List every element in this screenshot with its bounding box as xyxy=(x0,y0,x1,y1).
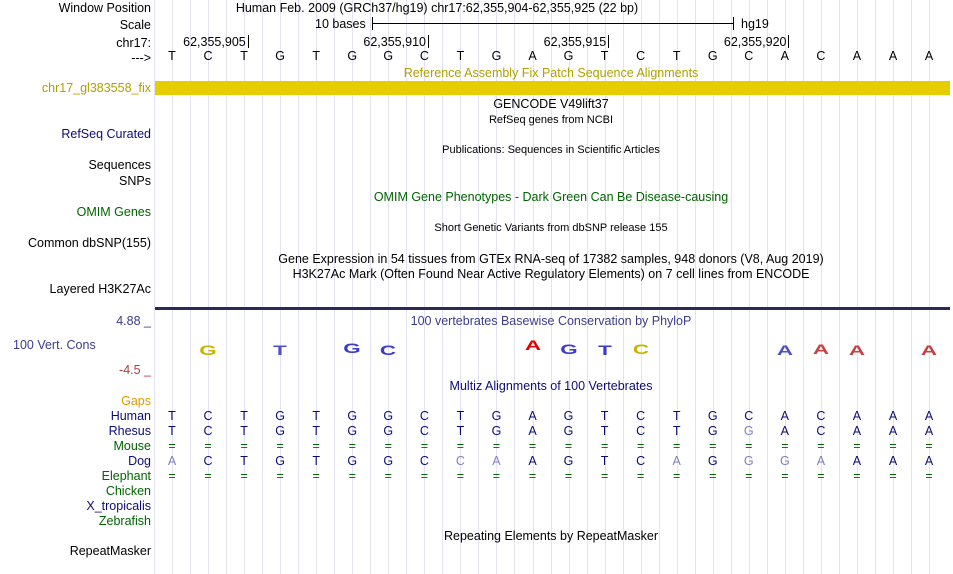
human-base: G xyxy=(275,409,285,423)
elephant-base: = xyxy=(636,469,645,483)
rhesus-base: G xyxy=(743,424,754,438)
reference-base: T xyxy=(312,49,320,63)
mouse-base: = xyxy=(384,439,392,453)
conservation-logo-letter: G xyxy=(343,340,361,356)
rhesus-base: T xyxy=(672,424,681,438)
track-label-x-tropicalis[interactable]: X_tropicalis xyxy=(86,499,151,513)
mouse-base: = xyxy=(420,439,428,453)
coordinate-label: 62,355,920 xyxy=(723,35,787,49)
dog-base: A xyxy=(672,454,681,468)
track-label-4-88[interactable]: 4.88 _ xyxy=(116,314,151,328)
mouse-base: = xyxy=(636,439,645,453)
human-base: C xyxy=(203,409,213,423)
multiz-track-title[interactable]: Multiz Alignments of 100 Vertebrates xyxy=(449,379,653,393)
track-label-omim-genes[interactable]: OMIM Genes xyxy=(76,205,151,219)
human-base: T xyxy=(312,409,320,423)
omim-track-title[interactable]: OMIM Gene Phenotypes - Dark Green Can Be Disease-causing xyxy=(373,190,729,204)
mouse-base: = xyxy=(168,439,176,453)
coordinate-label: 62,355,915 xyxy=(543,35,607,49)
track-label-rhesus[interactable]: Rhesus xyxy=(108,424,151,438)
gencode-track-title[interactable]: GENCODE V49lift37 xyxy=(493,97,609,111)
rhesus-base: C xyxy=(636,424,646,438)
reference-base: C xyxy=(744,49,754,63)
scale-bar-right-tick xyxy=(733,17,734,30)
mouse-base: = xyxy=(456,439,465,453)
dog-base: A xyxy=(816,454,826,468)
human-base: T xyxy=(240,409,248,423)
dog-base: G xyxy=(707,454,718,468)
conservation-logo-letter: T xyxy=(597,341,612,358)
human-base: T xyxy=(456,409,465,423)
human-base: T xyxy=(672,409,681,423)
rhesus-base: T xyxy=(240,424,248,438)
elephant-base: = xyxy=(889,469,897,483)
dog-base: G xyxy=(743,454,754,468)
human-base: G xyxy=(563,409,574,423)
elephant-base: = xyxy=(528,469,537,483)
human-base: A xyxy=(924,409,934,423)
conservation-logo-letter: A xyxy=(524,336,541,353)
publications-track-title[interactable]: Publications: Sequences in Scientific Articles xyxy=(442,144,660,156)
reference-base: A xyxy=(852,49,862,63)
coordinate-label: 62,355,905 xyxy=(183,35,246,49)
mouse-base: = xyxy=(276,439,284,453)
elephant-base: = xyxy=(673,469,681,483)
refseq-track-title[interactable]: RefSeq genes from NCBI xyxy=(488,114,614,126)
track-label-[interactable]: ---> xyxy=(131,51,151,65)
fix-patch-alignment-bar[interactable] xyxy=(155,81,950,95)
rhesus-base: A xyxy=(924,424,934,438)
mouse-base: = xyxy=(312,439,320,453)
dog-base: A xyxy=(924,454,934,468)
elephant-base: = xyxy=(348,469,356,483)
rhesus-base: A xyxy=(528,424,537,438)
mouse-base: = xyxy=(781,439,789,453)
human-base: G xyxy=(491,409,502,423)
human-base: G xyxy=(347,409,358,423)
human-base: A xyxy=(852,409,862,423)
conservation-logo-letter: A xyxy=(812,340,829,357)
reference-base: T xyxy=(672,49,681,63)
elephant-base: = xyxy=(781,469,789,483)
elephant-base: = xyxy=(168,469,176,483)
rhesus-base: T xyxy=(600,424,609,438)
reference-base: G xyxy=(347,49,358,63)
dog-base: C xyxy=(203,454,213,468)
track-label-mouse[interactable]: Mouse xyxy=(113,439,151,453)
elephant-base: = xyxy=(853,469,861,483)
reference-base: C xyxy=(636,49,646,63)
conservation-logo-letter: G xyxy=(199,341,217,358)
human-base: T xyxy=(600,409,609,423)
elephant-base: = xyxy=(564,469,573,483)
reference-base: G xyxy=(491,49,502,63)
reference-base: C xyxy=(419,49,429,63)
mouse-base: = xyxy=(817,439,825,453)
scale-bar xyxy=(372,23,734,24)
elephant-base: = xyxy=(276,469,284,483)
rhesus-base: C xyxy=(419,424,429,438)
rhesus-base: C xyxy=(816,424,826,438)
dog-base: A xyxy=(852,454,862,468)
mouse-base: = xyxy=(745,439,753,453)
track-label-4-5[interactable]: -4.5 _ xyxy=(119,363,151,377)
dog-base: A xyxy=(888,454,898,468)
rhesus-base: G xyxy=(383,424,394,438)
rhesus-base: G xyxy=(707,424,718,438)
scale-bar-left-tick xyxy=(372,17,373,30)
dog-base: G xyxy=(347,454,358,468)
track-label-human[interactable]: Human xyxy=(110,409,151,423)
elephant-base: = xyxy=(600,469,609,483)
track-label-chicken[interactable]: Chicken xyxy=(105,484,151,498)
track-label-refseq-curated[interactable]: RefSeq Curated xyxy=(61,127,151,141)
dog-base: G xyxy=(383,454,394,468)
track-label-repeatmasker[interactable]: RepeatMasker xyxy=(69,544,151,558)
scale-label: 10 bases xyxy=(315,17,366,31)
coordinate-label: 62,355,910 xyxy=(363,35,426,49)
human-base: A xyxy=(888,409,898,423)
elephant-base: = xyxy=(709,469,717,483)
elephant-base: = xyxy=(204,469,212,483)
elephant-base: = xyxy=(925,469,933,483)
mouse-base: = xyxy=(240,439,248,453)
elephant-base: = xyxy=(240,469,248,483)
coordinate-tick xyxy=(608,35,609,48)
mouse-base: = xyxy=(600,439,609,453)
dog-base: C xyxy=(419,454,429,468)
dog-base: T xyxy=(600,454,609,468)
elephant-base: = xyxy=(384,469,392,483)
elephant-base: = xyxy=(492,469,501,483)
reference-base: G xyxy=(563,49,574,63)
dog-base: A xyxy=(167,454,177,468)
dog-base: A xyxy=(492,454,501,468)
rhesus-base: G xyxy=(491,424,502,438)
track-label-dog[interactable]: Dog xyxy=(128,454,151,468)
reference-base: T xyxy=(168,49,176,63)
elephant-base: = xyxy=(312,469,320,483)
human-base: A xyxy=(528,409,537,423)
human-base: G xyxy=(383,409,394,423)
window-position-text: Human Feb. 2009 (GRCh37/hg19) chr17:62,355,904-62,355,925 (22 bp) xyxy=(235,1,639,15)
browser-image[interactable] xyxy=(155,0,950,574)
track-label-common-dbsnp-155[interactable]: Common dbSNP(155) xyxy=(28,236,151,250)
rhesus-base: G xyxy=(347,424,358,438)
mouse-base: = xyxy=(492,439,501,453)
track-label-snps[interactable]: SNPs xyxy=(119,174,151,188)
rhesus-base: T xyxy=(312,424,320,438)
rhesus-base: A xyxy=(852,424,862,438)
rhesus-base: C xyxy=(203,424,213,438)
human-base: C xyxy=(744,409,754,423)
reference-base: A xyxy=(924,49,934,63)
dog-base: C xyxy=(455,454,465,468)
conservation-logo-letter: C xyxy=(632,340,649,357)
mouse-base: = xyxy=(673,439,681,453)
repeatmasker-track-title[interactable]: Repeating Elements by RepeatMasker xyxy=(443,529,659,543)
phylop-track-title[interactable]: 100 vertebrates Basewise Conservation by PhyloP xyxy=(410,314,692,328)
rhesus-base: T xyxy=(456,424,465,438)
track-label-elephant[interactable]: Elephant xyxy=(101,469,151,483)
conservation-logo-letter: T xyxy=(273,341,287,358)
mouse-base: = xyxy=(564,439,573,453)
mouse-base: = xyxy=(709,439,717,453)
track-label-zebrafish[interactable]: Zebrafish xyxy=(98,514,151,528)
dog-base: T xyxy=(312,454,320,468)
coordinate-tick xyxy=(248,35,249,48)
elephant-base: = xyxy=(456,469,465,483)
gtex-track-title[interactable]: Gene Expression in 54 tissues from GTEx RNA-seq of 17382 samples, 948 donors (V8, Aug 2019) xyxy=(278,252,824,266)
track-label-chr17[interactable]: chr17: xyxy=(116,36,151,50)
track-label-100-vert-cons[interactable]: 100 Vert. Cons xyxy=(13,338,96,352)
reference-base: A xyxy=(888,49,898,63)
reference-base: G xyxy=(707,49,718,63)
track-label-window-position[interactable]: Window Position xyxy=(58,1,151,15)
dog-base: T xyxy=(240,454,248,468)
dog-base: A xyxy=(528,454,537,468)
rhesus-base: G xyxy=(275,424,285,438)
track-label-gaps[interactable]: Gaps xyxy=(121,394,151,408)
human-base: C xyxy=(419,409,429,423)
human-base: C xyxy=(816,409,826,423)
reference-base: T xyxy=(600,49,609,63)
conservation-logo-letter: C xyxy=(380,341,397,358)
h3k27ac-track-title[interactable]: H3K27Ac Mark (Often Found Near Active Regulatory Elements) on 7 cell lines from ENCODE xyxy=(292,267,810,281)
mouse-base: = xyxy=(889,439,897,453)
track-label-sequences[interactable]: Sequences xyxy=(88,158,151,172)
dbsnp-track-title[interactable]: Short Genetic Variants from dbSNP release 155 xyxy=(434,222,668,234)
track-labels-column xyxy=(0,0,153,574)
reference-base: G xyxy=(383,49,394,63)
rhesus-base: T xyxy=(168,424,176,438)
dog-base: C xyxy=(636,454,646,468)
track-separator xyxy=(155,307,950,310)
elephant-base: = xyxy=(817,469,825,483)
reference-base: A xyxy=(780,49,790,63)
coordinate-tick xyxy=(788,35,789,48)
conservation-logo-letter: A xyxy=(776,341,793,358)
elephant-base: = xyxy=(420,469,428,483)
mouse-base: = xyxy=(528,439,537,453)
human-base: A xyxy=(780,409,790,423)
mouse-base: = xyxy=(204,439,212,453)
rhesus-base: A xyxy=(888,424,898,438)
conservation-logo-letter: A xyxy=(848,341,866,358)
dog-base: G xyxy=(275,454,285,468)
mouse-base: = xyxy=(348,439,356,453)
track-label-scale[interactable]: Scale xyxy=(119,18,151,32)
human-base: T xyxy=(168,409,176,423)
track-label-chr17-gl383558-fix[interactable]: chr17_gl383558_fix xyxy=(41,81,151,95)
elephant-base: = xyxy=(745,469,753,483)
human-base: G xyxy=(707,409,718,423)
mouse-base: = xyxy=(853,439,861,453)
human-base: C xyxy=(636,409,646,423)
dog-base: G xyxy=(563,454,574,468)
rhesus-base: G xyxy=(563,424,574,438)
track-label-layered-h3k27ac[interactable]: Layered H3K27Ac xyxy=(49,282,151,296)
conservation-logo-letter: A xyxy=(920,341,938,358)
reference-base: A xyxy=(528,49,537,63)
patch-track-title: Reference Assembly Fix Patch Sequence Alignments xyxy=(403,66,699,80)
reference-base: C xyxy=(816,49,826,63)
dog-base: G xyxy=(779,454,790,468)
assembly-label: hg19 xyxy=(741,17,769,31)
mouse-base: = xyxy=(925,439,933,453)
reference-base: T xyxy=(240,49,248,63)
rhesus-base: A xyxy=(780,424,790,438)
conservation-logo-letter: G xyxy=(559,340,578,357)
reference-base: C xyxy=(203,49,213,63)
reference-base: T xyxy=(456,49,465,63)
coordinate-tick xyxy=(428,35,429,48)
reference-base: G xyxy=(275,49,285,63)
